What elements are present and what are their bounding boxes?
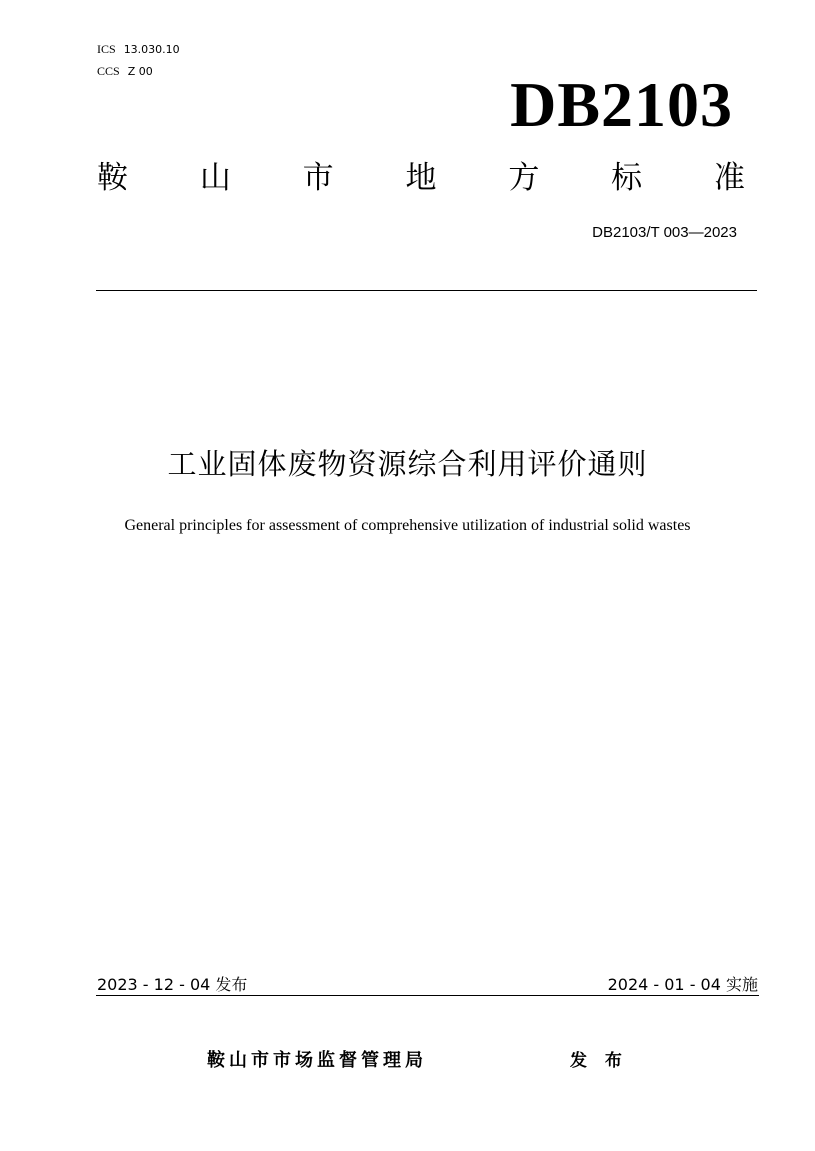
category-char: 准: [713, 160, 745, 196]
category-char: 市: [302, 160, 334, 196]
category-char: 地: [405, 160, 437, 196]
ccs-line: [97, 64, 153, 79]
header-divider: [96, 290, 757, 291]
category-char: 鞍: [97, 160, 128, 196]
category-char: 山: [199, 160, 231, 196]
category-char: 方: [508, 160, 540, 196]
ccs-label: CCS: [97, 64, 120, 78]
issuing-authority: 鞍山市市场监督管理局: [207, 1050, 427, 1071]
title-english: General principles for assessment of comprehensive utilization of industrial solid wastes: [124, 517, 691, 534]
standard-number: DB2103/T 003—2023: [592, 224, 737, 241]
ccs-value: Z 00: [127, 65, 153, 78]
ics-label: ICS: [97, 42, 116, 56]
ics-line: [97, 42, 180, 57]
footer-divider: [96, 995, 759, 996]
ics-value: 13.030.10: [123, 43, 180, 56]
category-char: 标: [611, 160, 643, 196]
issue-date: 2023 - 12 - 04 发布: [97, 975, 248, 994]
standard-code: DB2103: [510, 69, 733, 140]
title-chinese: 工业固体废物资源综合利用评价通则: [167, 447, 648, 481]
implementation-date: 2024 - 01 - 04 实施: [607, 975, 758, 994]
issue-word: 发 布: [570, 1051, 628, 1071]
standard-category: [97, 158, 745, 198]
